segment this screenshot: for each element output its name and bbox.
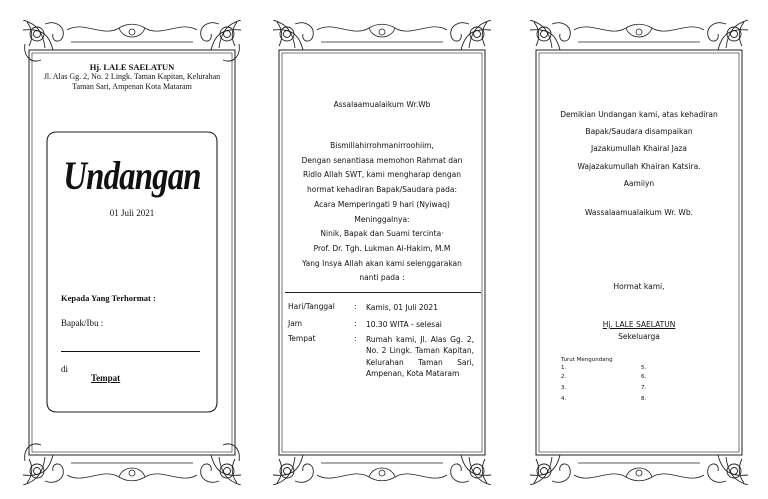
di-label: di — [61, 364, 69, 374]
section-divider — [285, 292, 481, 293]
body-line: Demikian Undangan kami, atas kehadiran — [560, 110, 718, 119]
signer-name: Hj. LALE SAELATUN — [602, 320, 676, 329]
signer-family: Sekeluarga — [618, 332, 660, 341]
detail-value: Kamis, 01 Juli 2021 — [366, 303, 438, 312]
invitation-text — [285, 139, 479, 286]
cover-panel — [23, 20, 241, 485]
body-line: Bapak/Saudara disampaikan — [585, 127, 693, 137]
body-line: nanti pada : — [359, 273, 405, 283]
closing-text — [544, 106, 734, 192]
co-inviter-number: 8. — [641, 396, 647, 402]
body-line: Acara Memperingati 9 hari (Nyiwaq) — [314, 199, 450, 209]
detail-value: Rumah kami, Jl. Alas Gg. 2, No. 2 Lingk. Taman Kapitan, Kelurahan Taman Sari, Ampenan, Kota Mataram — [366, 335, 474, 378]
greeting: Assalaamualaikum Wr.Wb — [333, 100, 431, 109]
closing-greeting: Wassalaamualaikum Wr. Wb. — [585, 208, 693, 217]
invitation-date: 01 Juli 2021 — [109, 208, 155, 218]
tempat-label: Tempat — [91, 373, 121, 383]
body-line: Wajazakumullah Khairan Katsira. — [577, 161, 701, 171]
sender-address: Jl. Alas Gg. 2, No. 2 Lingk. Taman Kapitan, Kelurahan Taman Sari, Ampenan Kota Mataram — [43, 72, 221, 91]
regards-label: Hormat kami, — [613, 282, 665, 291]
sender-name: Hj. LALE SAELATUN — [89, 62, 175, 72]
detail-colon: : — [354, 319, 357, 328]
detail-value: 10.30 WITA - selesai — [366, 320, 442, 329]
detail-colon: : — [354, 302, 357, 311]
body-line: Ninik, Bapak dan Suami tercinta· — [320, 229, 444, 239]
recipient-blank-line — [61, 351, 200, 352]
detail-colon: : — [354, 334, 357, 343]
body-line: hormat kehadiran Bapak/Saudara pada: — [307, 185, 457, 195]
addressee-heading: Kepada Yang Terhormat : — [61, 293, 156, 303]
co-inviter-number: 6. — [641, 374, 647, 380]
body-line: Bismillahirrohmanirroohiim, — [330, 141, 434, 150]
detail-label: Tempat — [288, 334, 316, 343]
co-inviter-number: 1. — [561, 365, 567, 371]
body-line: Jazakumullah Khairal Jaza — [590, 144, 687, 154]
co-inviters-heading: Turut Mengundang — [561, 357, 613, 363]
body-line: Meninggalnya: — [354, 214, 410, 224]
body-line: Dengan senantiasa memohon Rahmat dan — [301, 155, 463, 165]
co-inviter-number: 4. — [561, 396, 567, 402]
body-line: Ridlo Allah SWT, kami mengharap dengan — [302, 170, 462, 180]
co-inviter-number: 7. — [641, 385, 647, 391]
co-inviter-number: 3. — [561, 385, 567, 391]
recipient-label: Bapak/Ibu : — [61, 318, 104, 328]
body-line: Yang Insya Allah akan kami selenggarakan — [302, 258, 462, 268]
co-inviter-number: 5. — [641, 365, 647, 371]
body-line: Prof. Dr. Tgh. Lukman Al-Hakim, M.M — [313, 243, 451, 253]
closing-panel — [530, 20, 748, 485]
invitation-body-panel — [273, 20, 491, 485]
detail-label: Hari/Tanggal — [288, 302, 335, 311]
co-inviter-number: 2. — [561, 374, 567, 380]
detail-label: Jam — [288, 319, 303, 328]
body-line: Aamiiyn — [623, 178, 655, 188]
invitation-title: Undangan — [63, 153, 201, 198]
